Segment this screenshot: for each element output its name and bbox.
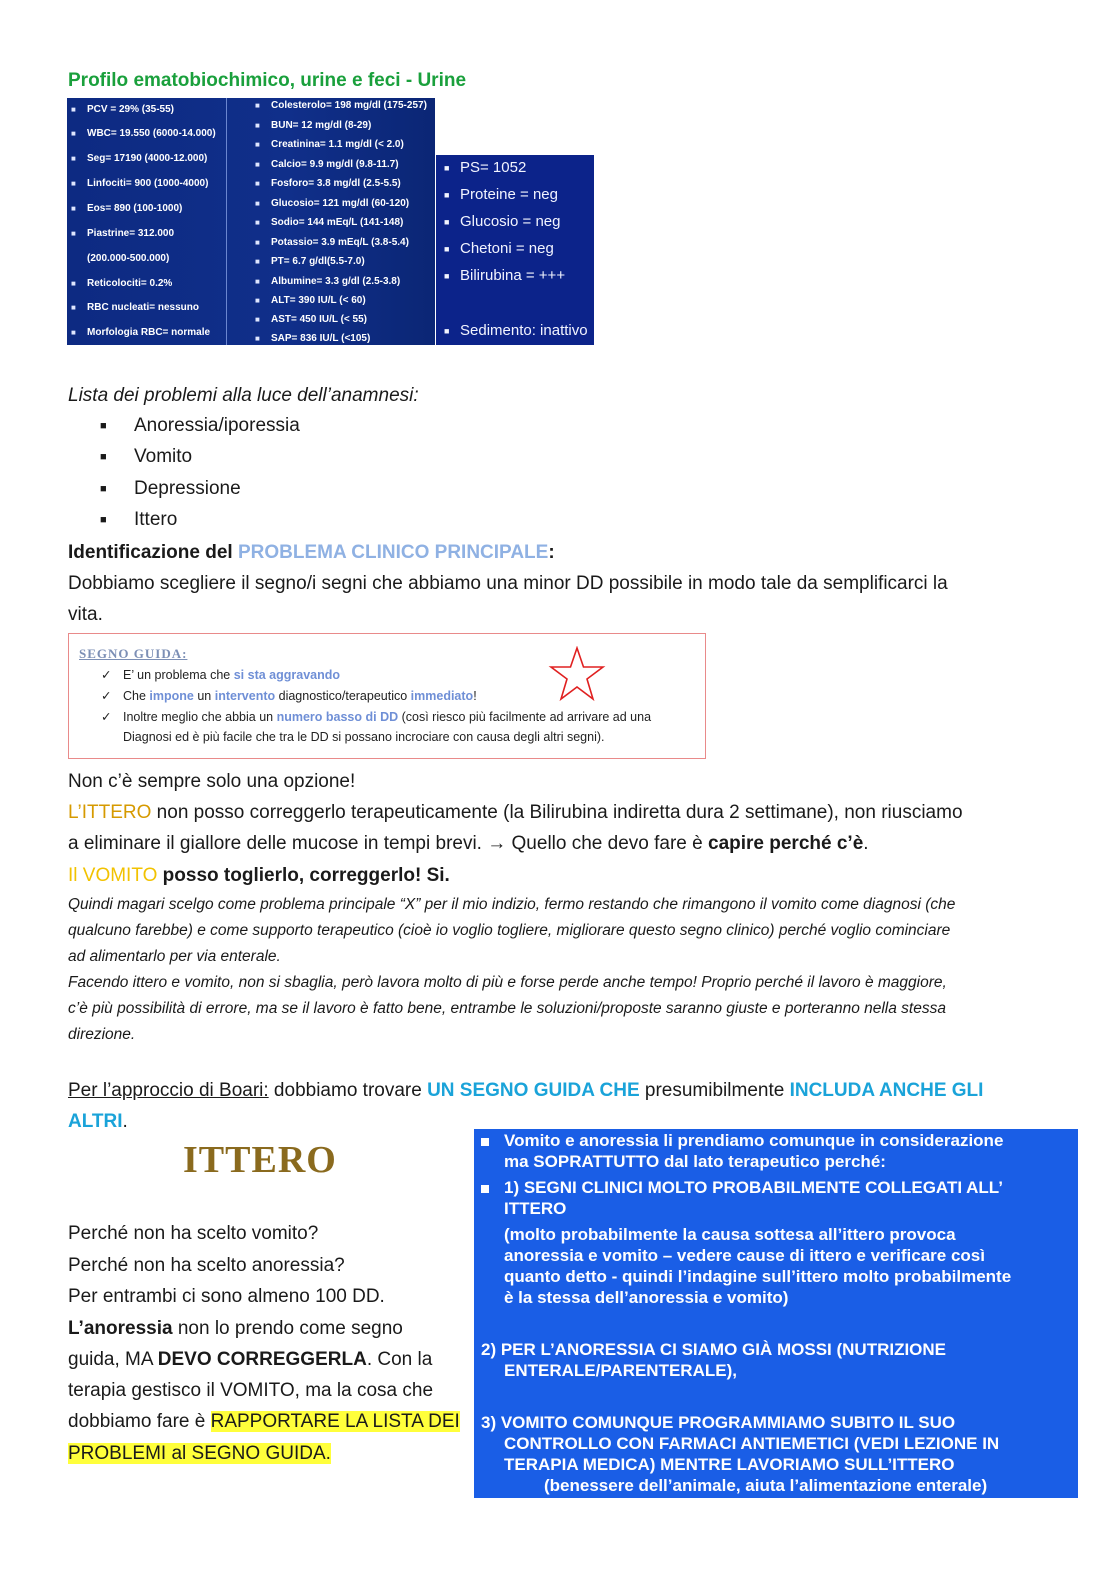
not-only-line: Non c’è sempre solo una opzione! — [68, 771, 356, 792]
ittero-line-1: L’ITTERO non posso correggerlo terapeuticamente (la Bilirubina indiretta dura 2 settimane), non riusciamo — [68, 802, 963, 823]
lab-value: ALT= 390 IU/L (< 60) — [271, 295, 366, 306]
identification-line: Identificazione del PROBLEMA CLINICO PRINCIPALE: — [68, 542, 555, 563]
panel-line: ITTERO — [504, 1199, 567, 1218]
urine-results-panel: ■ PS= 1052 ■ Proteine = neg ■ Glucosio = neg ■ Chetoni = neg ■ Bilirubina = +++ ■ Sedimento: inattivo — [436, 155, 594, 345]
panel-line: CONTROLLO CON FARMACI ANTIEMETICI (VEDI LEZIONE IN — [504, 1434, 1000, 1453]
lab-value: PT= 6.7 g/dl(5.5-7.0) — [271, 256, 365, 267]
lab-value: Fosforo= 3.8 mg/dl (2.5-5.5) — [271, 178, 401, 189]
panel-line: Vomito e anoressia li prendiamo comunque in considerazione — [504, 1131, 1004, 1150]
lab-column-hematology: ■ PCV = 29% (35-55) ■ WBC= 19.550 (6000-14.000) ■ Seg= 17190 (4000-12.000) ■ Linfociti= 900 (1000-4000) ■ Eos= 890 (100-1000) ■ Piastrine= 312.000 (200.000-500.000) ■ Reticolociti= 0.2% ■ RBC nucleati= nessuno ■ Morfologia RBC= normale — [67, 98, 227, 345]
urine-value: Chetoni = neg — [460, 240, 554, 257]
lab-value: WBC= 19.550 (6000-14.000) — [87, 128, 216, 139]
lab-value: Sodio= 144 mEq/L (141-148) — [271, 217, 404, 228]
urine-value: PS= 1052 — [460, 159, 527, 176]
lab-value: RBC nucleati= nessuno — [87, 302, 199, 313]
lab-results-panel: ■ PCV = 29% (35-55) ■ WBC= 19.550 (6000-14.000) ■ Seg= 17190 (4000-12.000) ■ Linfociti= 900 (1000-4000) ■ Eos= 890 (100-1000) ■ Piastrine= 312.000 (200.000-500.000) ■ Reticolociti= 0.2% ■ RBC nucleati= nessuno ■ Morfologia RBC= normale ■ Colesterolo= 198 mg/dl (175-257) ■ BUN= 12 mg/dl (8-29) ■ Creatinina= 1.1 mg/dl (< 2.0) ■ Calcio= 9.9 mg/dl (9.8-11.7) ■ Fosforo= 3.8 mg/dl (2.5-5.5) ■ Glucosio= 121 mg/dl (60-120) ■ Sodio= 144 mEq/L (141-148) ■ Potassio= 3.9 mEq/L (3.8-5.4) ■ PT= 6.7 g/dl(5.5-7.0) ■ Albumine= 3.3 g/dl (2.5-3.8) ■ ALT= 390 IU/L (< 60) ■ AST= 450 IU/L (< 55) ■ SAP= 836 IU/L (<105) — [67, 98, 435, 345]
left-line: dobbiamo fare è RAPPORTARE LA LISTA DEI — [68, 1411, 460, 1432]
lab-value: Piastrine= 312.000 — [87, 228, 175, 239]
ittero-line-2: a eliminare il giallore delle mucose in tempi brevi. → Quello che devo fare è capire perché c’è. — [68, 833, 869, 854]
lab-value: Reticolociti= 0.2% — [87, 278, 173, 289]
therapy-notes-panel — [474, 1129, 1078, 1498]
left-line: Perché non ha scelto vomito? — [68, 1223, 319, 1244]
vomito-line: Il VOMITO posso toglierlo, correggerlo! Si. — [68, 865, 450, 886]
panel-line: anoressia e vomito – vedere cause di ittero e verificare così — [504, 1246, 985, 1265]
list-item: ■ Ittero — [100, 509, 178, 531]
lab-value: Seg= 17190 (4000-12.000) — [87, 153, 208, 164]
panel-line: è la stessa dell’anoressia e vomito) — [504, 1288, 789, 1307]
left-line: L’anoressia non lo prendo come segno — [68, 1318, 403, 1339]
lab-value: (200.000-500.000) — [87, 253, 170, 264]
left-line: Per entrambi ci sono almeno 100 DD. — [68, 1286, 385, 1307]
bullet-icon — [481, 1185, 489, 1193]
lab-value: Glucosio= 121 mg/dl (60-120) — [271, 198, 410, 209]
ittero-title: ITTERO — [183, 1139, 337, 1181]
lab-value: Calcio= 9.9 mg/dl (9.8-11.7) — [271, 159, 399, 170]
left-line: terapia gestisco il VOMITO, ma la cosa che — [68, 1380, 434, 1401]
panel-line: ENTERALE/PARENTERALE), — [504, 1361, 737, 1380]
section-title: Profilo ematobiochimico, urine e feci - Urine — [68, 70, 467, 91]
segno-guida-box — [68, 633, 706, 759]
panel-line: 2) PER L’ANORESSIA CI SIAMO GIÀ MOSSI (NUTRIZIONE — [481, 1340, 947, 1359]
lab-value: Linfociti= 900 (1000-4000) — [87, 178, 209, 189]
lab-value: PCV = 29% (35-55) — [87, 104, 174, 115]
problems-list — [100, 410, 300, 536]
lab-value: AST= 450 IU/L (< 55) — [271, 314, 367, 325]
segno-guida-title: SEGNO GUIDA: — [79, 646, 188, 661]
urine-value: Glucosio = neg — [460, 213, 561, 230]
lab-value: Albumine= 3.3 g/dl (2.5-3.8) — [271, 276, 401, 287]
lab-value: Creatinina= 1.1 mg/dl (< 2.0) — [271, 139, 404, 150]
panel-line: (benessere dell’animale, aiuta l’alimentazione enterale) — [544, 1476, 988, 1495]
urine-value: Bilirubina = +++ — [460, 267, 566, 284]
left-line: Perché non ha scelto anoressia? — [68, 1255, 345, 1276]
lab-value: Morfologia RBC= normale — [87, 327, 211, 338]
problems-heading: Lista dei problemi alla luce dell’anamnesi: — [68, 385, 419, 406]
list-item: ■ Anoressia/iporessia — [100, 414, 300, 436]
lab-value: Colesterolo= 198 mg/dl (175-257) — [271, 100, 427, 111]
left-line: PROBLEMI al SEGNO GUIDA. — [68, 1443, 331, 1464]
star-icon — [548, 646, 606, 702]
choose-line-1: Dobbiamo scegliere il segno/i segni che abbiamo una minor DD possibile in modo tale da semplificarci la — [68, 573, 948, 594]
lab-value: Eos= 890 (100-1000) — [87, 203, 183, 214]
lab-value: Potassio= 3.9 mEq/L (3.8-5.4) — [271, 237, 409, 248]
panel-line: 1) SEGNI CLINICI MOLTO PROBABILMENTE COLLEGATI ALL’ — [504, 1178, 1003, 1197]
choose-line-2: vita. — [68, 604, 103, 625]
boari-line-1: Per l’approccio di Boari: dobbiamo trovare UN SEGNO GUIDA CHE presumibilmente INCLUDA ANCHE GLI — [68, 1080, 984, 1101]
guide-item-cont: Diagnosi ed è più facile che tra le DD si possano incrociare con causa degli altri segni). — [123, 730, 605, 744]
list-item: ■ Depressione — [100, 477, 241, 499]
panel-line: 3) VOMITO COMUNQUE PROGRAMMIAMO SUBITO IL SUO — [481, 1413, 956, 1432]
panel-line: TERAPIA MEDICA) MENTRE LAVORIAMO SULL’ITTERO — [504, 1455, 955, 1474]
boari-line-2: ALTRI. — [68, 1111, 128, 1132]
urine-value: Sedimento: inattivo — [460, 322, 588, 339]
italic-paragraph: Quindi magari scelgo come problema principale “X” per il mio indizio, fermo restando che rimangono il vomito come diagnosi (che qualcuno farebbe) e come supporto terapeutico (cioè io voglio togliere, migliorare questo segno clinico) perché voglio cominciare ad alimentarlo per via enterale. Facendo ittero e vomito, non si sbaglia, però lavora molto di più e forse perde anche tempo! Proprio perché il lavoro è maggiore, c’è più possibilità di errore, ma se il lavoro è fatto bene, entrambe le soluzioni/proposte saranno giuste e porteranno nella stessa direzione. — [68, 896, 956, 1043]
guide-item: ✓ Che impone un intervento diagnostico/terapeutico immediato! — [101, 689, 477, 703]
urine-value: Proteine = neg — [460, 186, 558, 203]
bullet-icon — [481, 1138, 489, 1146]
panel-line: ma SOPRATTUTTO dal lato terapeutico perché: — [504, 1152, 886, 1171]
panel-line: (molto probabilmente la causa sottesa all’ittero provoca — [504, 1225, 956, 1244]
lab-value: SAP= 836 IU/L (<105) — [271, 333, 371, 344]
guide-item: ✓ Inoltre meglio che abbia un numero basso di DD (così riesco più facilmente ad arrivare ad una — [101, 710, 652, 724]
list-item: ■ Vomito — [100, 446, 193, 468]
left-line: guida, MA DEVO CORREGGERLA. Con la — [68, 1349, 433, 1370]
panel-line: quanto detto - quindi l’indagine sull’ittero molto probabilmente — [504, 1267, 1012, 1286]
arrow-right-icon: → — [487, 833, 507, 854]
lab-value: BUN= 12 mg/dl (8-29) — [271, 120, 372, 131]
guide-item: ✓ E’ un problema che si sta aggravando — [101, 668, 341, 682]
